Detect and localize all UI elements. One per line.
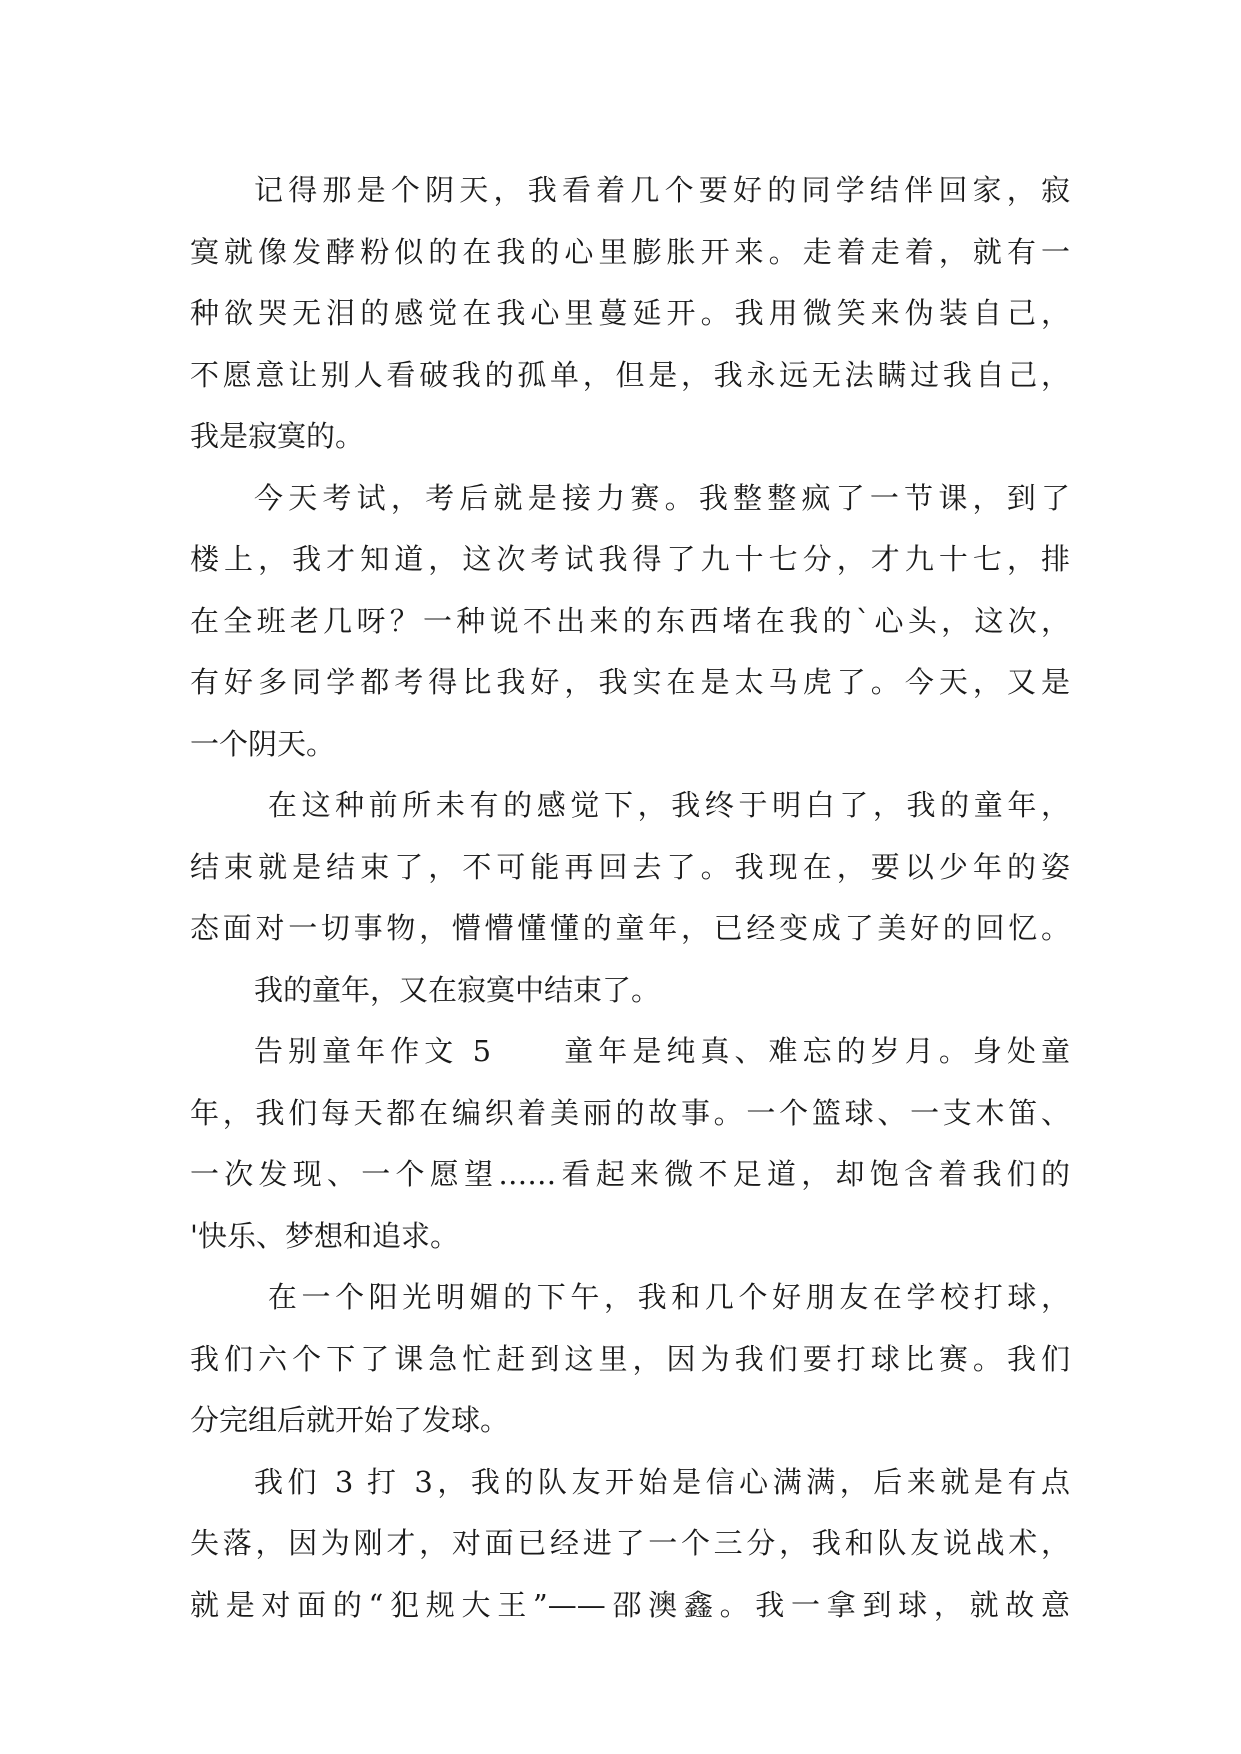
text-line: 寞就像发酵粉似的在我的心里膨胀开来。走着走着，就有一 [190,234,1070,269]
text-line: 不愿意让别人看破我的孤单，但是，我永远无法瞒过我自己， [190,357,1070,392]
text-line: 失落，因为刚才，对面已经进了一个三分，我和队友说战术， [190,1526,1070,1560]
text-line: 在全班老几呀？一种说不出来的东西堵在我的`心头，这次， [190,603,1070,638]
text-line: 结束就是结束了，不可能再回去了。我现在，要以少年的姿 [190,849,1070,884]
text-line: 分完组后就开始了发球。 [190,1403,510,1437]
text-line: 我们六个下了课急忙赶到这里，因为我们要打球比赛。我们 [190,1341,1070,1376]
text-line: 我是寂寞的。 [190,419,365,453]
text-line: 在一个阳光明媚的下午，我和几个好朋友在学校打球， [254,1280,1070,1314]
text-line: 在这种前所未有的感觉下，我终于明白了，我的童年， [254,788,1070,822]
text-line: 年，我们每天都在编织着美丽的故事。一个篮球、一支木笛、 [190,1095,1070,1130]
text-line: 就是对面的“犯规大王”——邵澳鑫。我一拿到球，就故意 [190,1587,1070,1622]
text-line: 有好多同学都考得比我好，我实在是太马虎了。今天，又是 [190,665,1070,699]
text-line: 告别童年作文 5 童年是纯真、难忘的岁月。身处童 [254,1034,1070,1068]
text-line: 一次发现、一个愿望……看起来微不足道，却饱含着我们的 [190,1157,1070,1191]
text-line: 记得那是个阴天，我看着几个要好的同学结伴回家，寂 [254,173,1070,207]
text-line: 态面对一切事物，懵懵懂懂的童年，已经变成了美好的回忆。 [190,911,1070,945]
text-line: 楼上，我才知道，这次考试我得了九十七分，才九十七，排 [190,542,1070,576]
text-line: 今天考试，考后就是接力赛。我整整疯了一节课，到了 [254,480,1070,515]
text-line: 我们 3 打 3，我的队友开始是信心满满，后来就是有点 [254,1464,1070,1499]
text-line: 一个阴天。 [190,726,336,761]
document-body [190,160,1070,1636]
text-line: 我的童年，又在寂寞中结束了。 [254,972,661,1007]
text-line: 种欲哭无泪的感觉在我心里蔓延开。我用微笑来伪装自己， [190,296,1070,330]
text-line: '快乐、梦想和追求。 [190,1218,459,1253]
